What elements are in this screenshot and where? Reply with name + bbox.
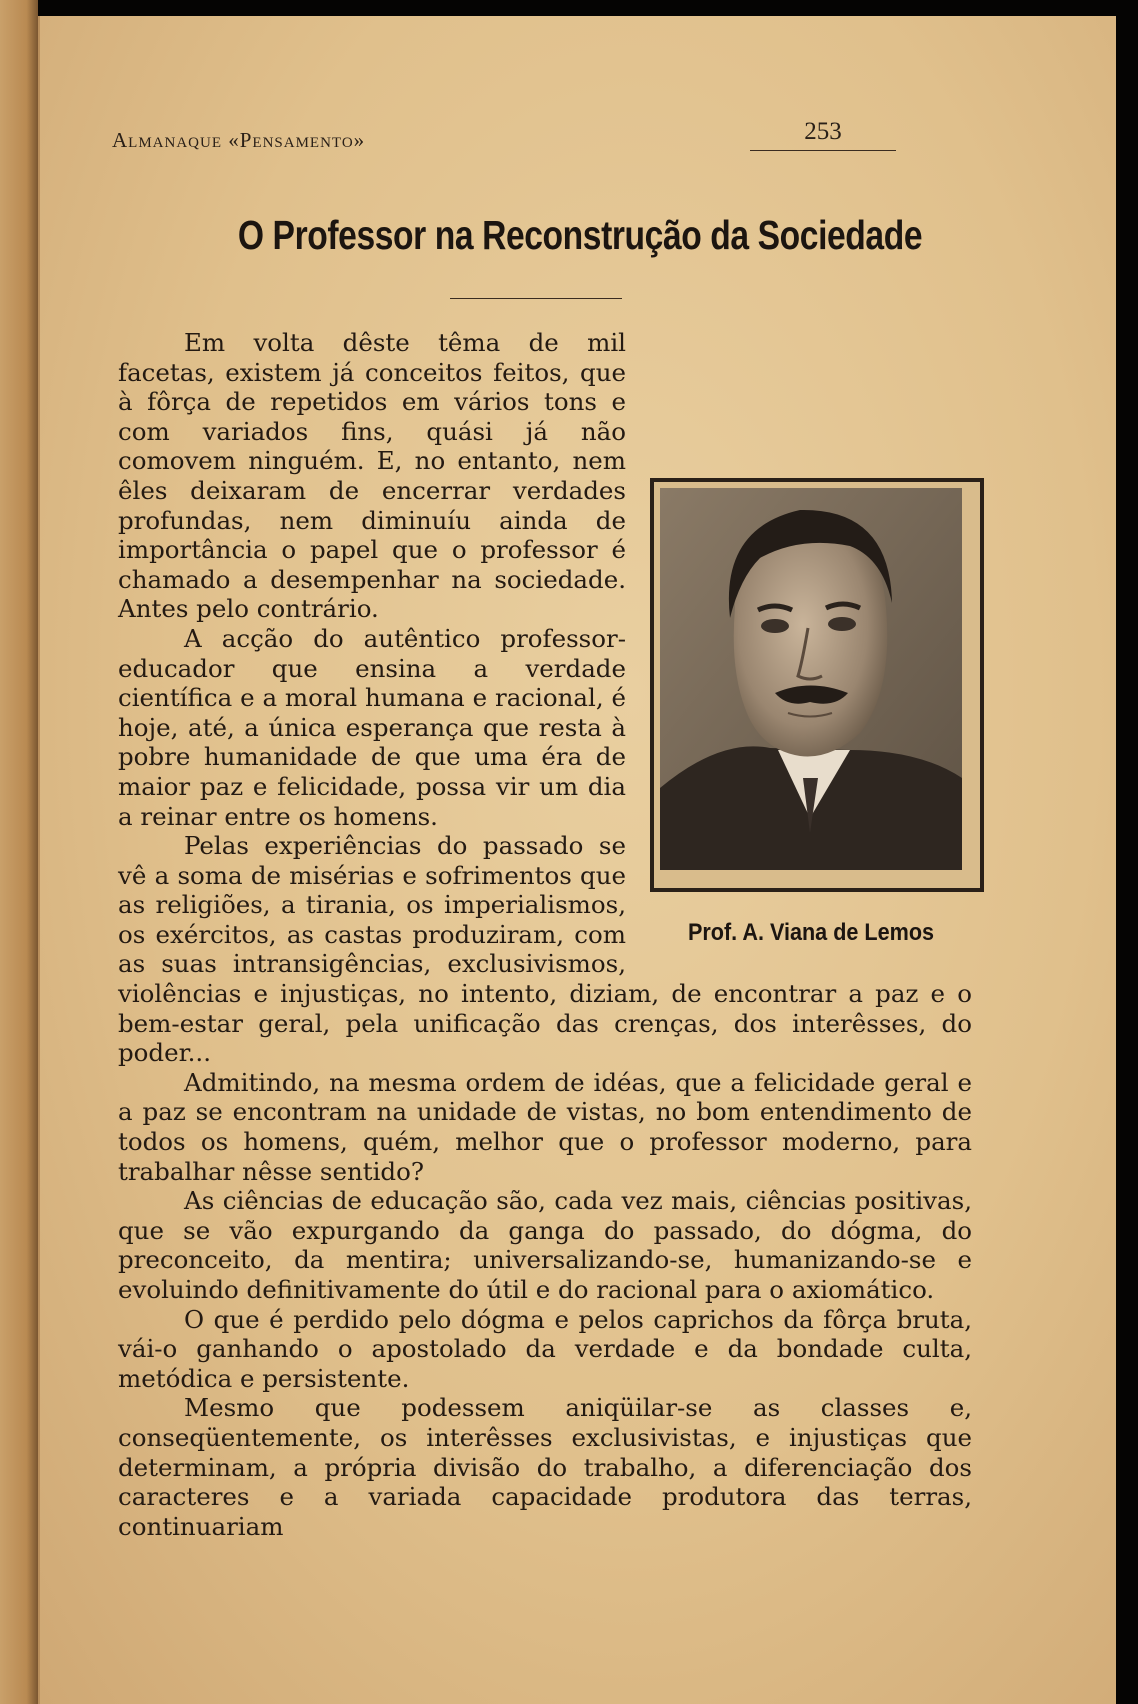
running-head: Almanaque «Pensamento» <box>112 128 366 152</box>
paragraph: O que é perdido pelo dógma e pelos caprichos da fôrça bruta, vái-o ganhando o apostolado da verdade e da bondade culta, metódica e persistente. <box>118 1304 972 1393</box>
paragraph: Admitindo, na mesma ordem de idéas, que a felicidade geral e a paz se encontram na unidade de vistas, no bom entendimento de todos os homens, quém, melhor que o professor moderno, para trabalhar nêsse sentido? <box>118 1067 972 1186</box>
paragraph: As ciências de educação são, cada vez mais, ciências positivas, que se vão expurgando da ganga do passado, do dógma, do preconceito, da mentira; universalizando-se, humanizando-se e evoluindo definitivamente do útil e do racional para o axiomático. <box>118 1186 972 1304</box>
portrait-photo <box>660 488 962 870</box>
title-divider <box>450 298 622 299</box>
book-page <box>38 16 1116 1704</box>
previous-page-edge <box>0 0 38 1704</box>
paragraph: Mesmo que podessem aniqüilar-se as classes e, conseqüentemente, os interêsses exclusivistas, e injustiças que determinam, a própria divisão do trabalho, a diferenciação dos caracteres e a variada capacidade produtora das terras, continuariam <box>118 1393 972 1541</box>
page-number: 253 <box>750 118 896 151</box>
paragraph: Em volta dêste têma de mil facetas, existem já conceitos feitos, que à fôrça de repetidos em vários tons e com variados fins, quási já não comovem ninguém. E, no entanto, nem êles deixaram de encerrar verdades profundas, nem diminuíu ainda de importância o papel que o professor é chamado a desempenhar na sociedade. Antes pelo contrário. <box>118 328 626 624</box>
portrait-frame <box>650 478 984 892</box>
paragraph: A acção do autêntico professor-educador que ensina a verdade científica e a moral humana e racional, é hoje, até, a única esperança que resta à pobre humanidade de que uma éra de maior paz e felicidade, possa vir um dia a reinar entre os homens. <box>118 623 626 831</box>
article-body <box>118 328 972 1541</box>
portrait-caption: Prof. A. Viana de Lemos <box>687 919 935 946</box>
article-title: O Professor na Reconstrução da Sociedade <box>237 212 923 258</box>
portrait-figure <box>650 478 972 948</box>
paragraph: Pelas experiências do passado se vê a soma de misérias e sofrimentos que as religiões, a tirania, os imperialismos, os exércitos, as castas produziram, com as suas intransigências, exclusivismos, violências e injustiças, no intento, diziam, de encontrar a paz e o bem-estar geral, pela unificação das crenças, dos interêsses, do poder... <box>118 831 972 1068</box>
